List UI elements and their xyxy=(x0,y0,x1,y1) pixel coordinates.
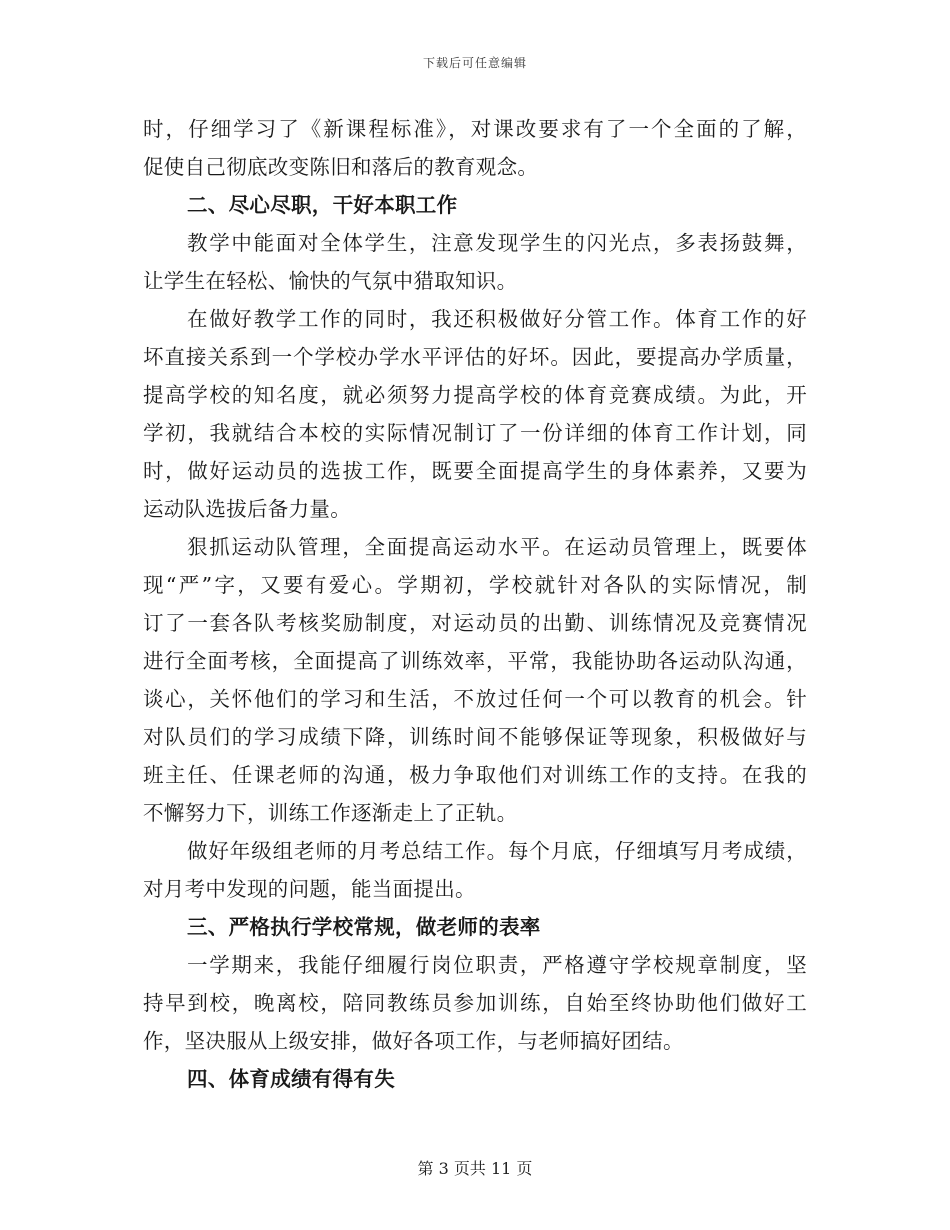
paragraph-line: 促使自己彻底改变陈旧和落后的教育观念。 xyxy=(143,155,539,179)
document-body xyxy=(143,110,807,1098)
paragraph-line: 提高学校的知名度，就必须努力提高学校的体育竞赛成绩。为此，开 xyxy=(143,383,807,407)
paragraph-line: 对月考中发现的问题，能当面提出。 xyxy=(143,877,476,901)
paragraph-line: 班主任、任课老师的沟通，极力争取他们对训练工作的支持。在我的 xyxy=(143,763,807,787)
paragraph-line: 持早到校，晚离校，陪同教练员参加训练，自始至终协助他们做好工 xyxy=(143,991,807,1015)
section-heading: 四、体育成绩有得有失 xyxy=(187,1067,395,1091)
paragraph-line: 坏直接关系到一个学校办学水平评估的好坏。因此，要提高办学质量， xyxy=(143,345,807,369)
paragraph-line: 做好年级组老师的月考总结工作。每个月底，仔细填写月考成绩， xyxy=(187,839,807,863)
paragraph-line: 作，坚决服从上级安排，做好各项工作，与老师搞好团结。 xyxy=(143,1029,684,1053)
paragraph-line: 运动队选拔后备力量。 xyxy=(143,497,351,521)
paragraph-line: 在做好教学工作的同时，我还积极做好分管工作。体育工作的好 xyxy=(187,307,807,331)
paragraph-line: 订了一套各队考核奖励制度，对运动员的出勤、训练情况及竞赛情况 xyxy=(143,611,807,635)
paragraph-line: 时，做好运动员的选拔工作，既要全面提高学生的身体素养，又要为 xyxy=(143,459,807,483)
section-heading: 二、尽心尽职，干好本职工作 xyxy=(187,193,458,217)
paragraph-line: 不懈努力下，训练工作逐渐走上了正轨。 xyxy=(143,801,518,825)
page-number: 第 3 页共 11 页 xyxy=(417,1159,533,1178)
paragraph-line: 谈心，关怀他们的学习和生活，不放过任何一个可以教育的机会。针 xyxy=(143,687,807,711)
paragraph-line: 让学生在轻松、愉快的气氛中猎取知识。 xyxy=(143,269,518,293)
section-heading: 三、严格执行学校常规，做老师的表率 xyxy=(187,915,541,939)
paragraph-line: 进行全面考核，全面提高了训练效率，平常，我能协助各运动队沟通， xyxy=(143,649,807,673)
paragraph-line: 对队员们的学习成绩下降，训练时间不能够保证等现象，积极做好与 xyxy=(143,725,807,749)
paragraph-line: 时，仔细学习了《新课程标准》，对课改要求有了一个全面的了解， xyxy=(143,117,807,141)
paragraph-line: 现“严”字，又要有爱心。学期初，学校就针对各队的实际情况，制 xyxy=(143,573,807,597)
paragraph-line: 学初，我就结合本校的实际情况制订了一份详细的体育工作计划，同 xyxy=(143,421,807,445)
paragraph-line: 一学期来，我能仔细履行岗位职责，严格遵守学校规章制度，坚 xyxy=(187,953,807,977)
paragraph-line: 教学中能面对全体学生，注意发现学生的闪光点，多表扬鼓舞， xyxy=(187,231,807,255)
paragraph-line: 狠抓运动队管理，全面提高运动水平。在运动员管理上，既要体 xyxy=(187,535,807,559)
page-header: 下载后可任意编辑 xyxy=(422,56,527,70)
